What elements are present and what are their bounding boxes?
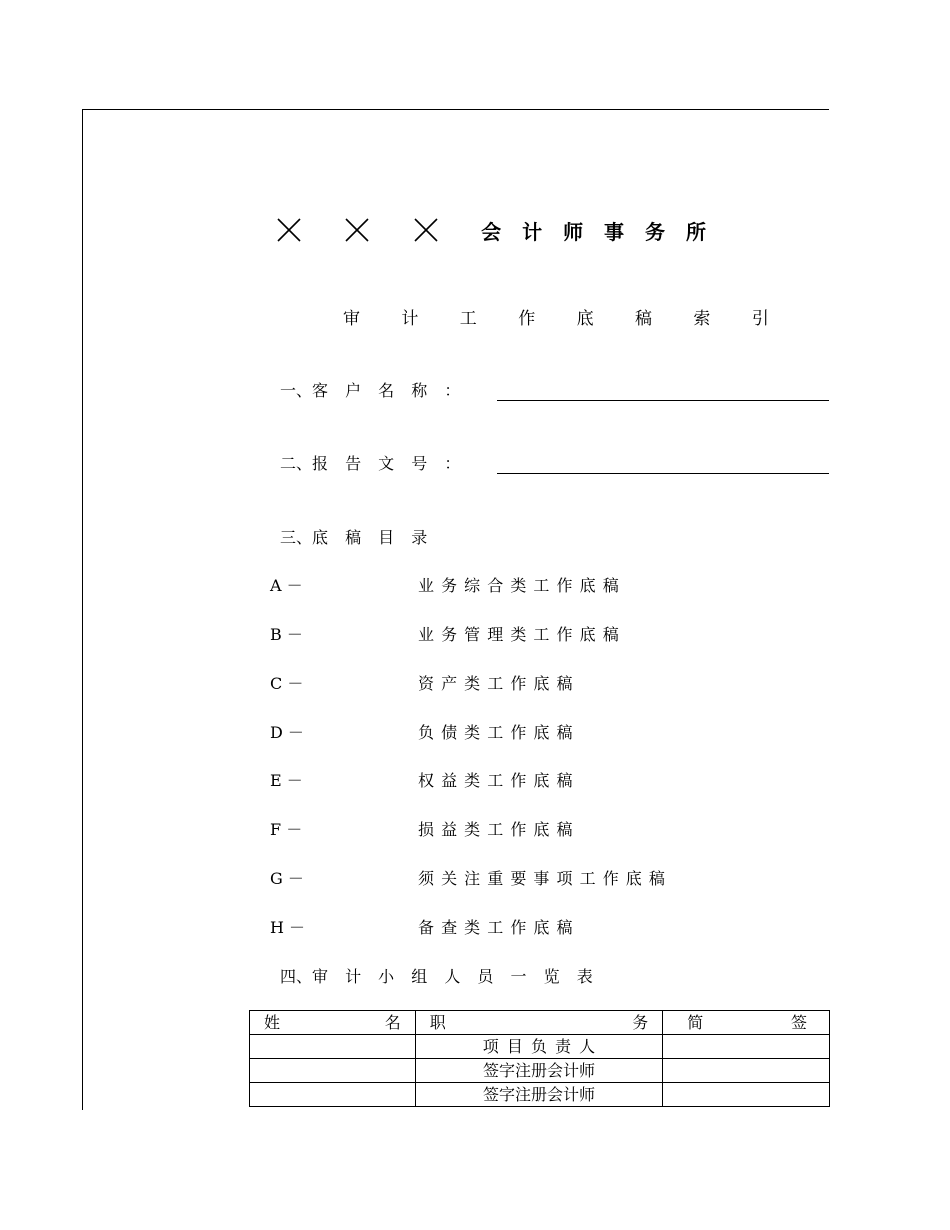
page-frame-top: [82, 109, 829, 110]
team-table-header: [250, 1011, 830, 1035]
index-row: [0, 720, 950, 742]
index-row: [0, 768, 950, 790]
index-desc: 业 务 管 理 类 工 作 底 稿: [418, 624, 619, 644]
header-title-right: 务: [632, 1012, 649, 1032]
index-row: [0, 817, 950, 839]
member-name-cell[interactable]: [250, 1059, 416, 1083]
index-row: [0, 866, 950, 888]
team-section-title: [280, 963, 593, 987]
member-sign-cell[interactable]: [663, 1059, 830, 1083]
report-no-underline[interactable]: [497, 473, 829, 474]
index-row: [0, 573, 950, 595]
index-code: C －: [270, 673, 304, 693]
x-mark-icon: [413, 217, 439, 243]
header-sign-left: 简: [687, 1012, 704, 1032]
header-name-left: 姓: [264, 1012, 281, 1032]
client-name-underline[interactable]: [497, 400, 829, 401]
index-code: D －: [270, 722, 304, 742]
header-sign-right: 签: [790, 1012, 807, 1032]
x-mark-icon: [276, 217, 302, 243]
index-section-title: [280, 524, 427, 548]
header-title-left: 职: [429, 1012, 446, 1032]
table-row: [250, 1083, 830, 1107]
firm-title: [276, 213, 706, 247]
index-section-title-text: 三、底 稿 目 录: [280, 527, 428, 547]
index-code: B －: [270, 624, 303, 644]
team-section-title-text: 四、审 计 小 组 人 员 一 览 表: [280, 966, 593, 986]
index-desc: 损 益 类 工 作 底 稿: [418, 819, 573, 839]
document-title: [343, 303, 769, 329]
index-desc: 负 债 类 工 作 底 稿: [418, 722, 573, 742]
index-code: E －: [270, 770, 303, 790]
index-code: A －: [270, 575, 303, 595]
document-title-text: 审 计 工 作 底 稿 索 引: [343, 308, 769, 329]
member-name-cell[interactable]: [250, 1083, 416, 1107]
client-name-label: 一、客 户 名 称 ：: [280, 380, 461, 400]
index-row: [0, 915, 950, 937]
team-table: [249, 1010, 830, 1107]
index-desc: 须 关 注 重 要 事 项 工 作 底 稿: [418, 868, 665, 888]
header-title: [415, 1011, 663, 1035]
table-row: [250, 1059, 830, 1083]
report-no-label: 二、报 告 文 号 ：: [280, 453, 461, 473]
table-row: [250, 1035, 830, 1059]
member-title-cell: 签字注册会计师: [415, 1083, 663, 1107]
header-name: [250, 1011, 416, 1035]
member-title-cell: 项 目 负 责 人: [415, 1035, 663, 1059]
index-desc: 资 产 类 工 作 底 稿: [418, 673, 573, 693]
header-name-right: 名: [384, 1012, 401, 1032]
index-code: H －: [270, 917, 306, 937]
member-sign-cell[interactable]: [663, 1035, 830, 1059]
page-frame-left: [82, 109, 83, 1110]
index-row: [0, 671, 950, 693]
index-desc: 业 务 综 合 类 工 作 底 稿: [418, 575, 619, 595]
member-name-cell[interactable]: [250, 1035, 416, 1059]
index-desc: 权 益 类 工 作 底 稿: [418, 770, 573, 790]
index-row: [0, 622, 950, 644]
member-sign-cell[interactable]: [663, 1083, 830, 1107]
firm-name: 会 计 师 事 务 所: [481, 219, 706, 244]
header-sign: [663, 1011, 830, 1035]
index-code: G －: [270, 868, 304, 888]
report-no-field: [280, 450, 460, 474]
member-title-cell: 签字注册会计师: [415, 1059, 663, 1083]
index-desc: 备 查 类 工 作 底 稿: [418, 917, 573, 937]
client-name-field: [280, 377, 460, 401]
x-mark-icon: [344, 217, 370, 243]
index-code: F －: [270, 819, 303, 839]
